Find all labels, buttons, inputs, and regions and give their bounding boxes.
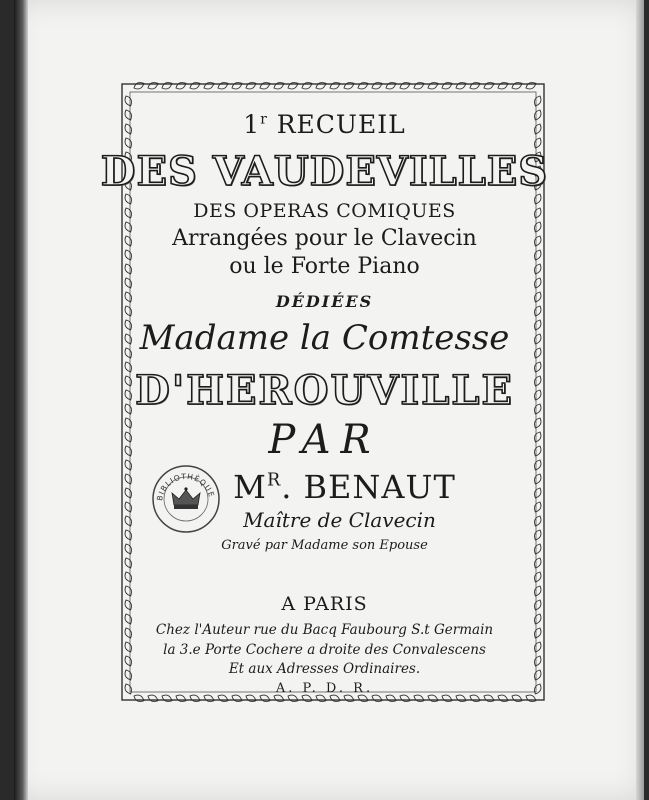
address-line-3: Et aux Adresses Ordinaires.: [228, 661, 421, 677]
instrument-line: ou le Forte Piano: [229, 254, 420, 279]
dedicatee-name: D'HEROUVILLE: [135, 367, 514, 414]
par-label: PAR: [268, 417, 381, 463]
address-line-1: Chez l'Auteur rue du Bacq Faubourg S.t Germain: [155, 622, 494, 638]
main-title: DES VAUDEVILLES: [100, 148, 549, 195]
privilege-line: A. P. D. R.: [275, 681, 374, 696]
place-of-publication: A PARIS: [281, 593, 368, 615]
composer-name: $M^R$. BENAUT: [233, 468, 456, 506]
arrangement-line: Arrangées pour le Clavecin: [172, 226, 477, 251]
engraver-line: Gravé par Madame son Epouse: [221, 538, 428, 553]
stamp-text: BIBLIOTHÈQUE: [155, 471, 217, 502]
address-line-2: la 3.e Porte Cochere a droite des Convalescens: [163, 642, 486, 658]
subtitle-operas: DES OPERAS COMIQUES: [193, 200, 456, 222]
collection-number: 1$^r$ RECUEIL: [243, 110, 406, 139]
crown-icon: [172, 487, 200, 509]
composer-role: Maître de Clavecin: [243, 508, 436, 532]
dedication-label: DÉDIÉES: [275, 292, 374, 311]
library-stamp: [150, 463, 222, 535]
dedicatee-title: Madame la Comtesse: [139, 318, 510, 358]
